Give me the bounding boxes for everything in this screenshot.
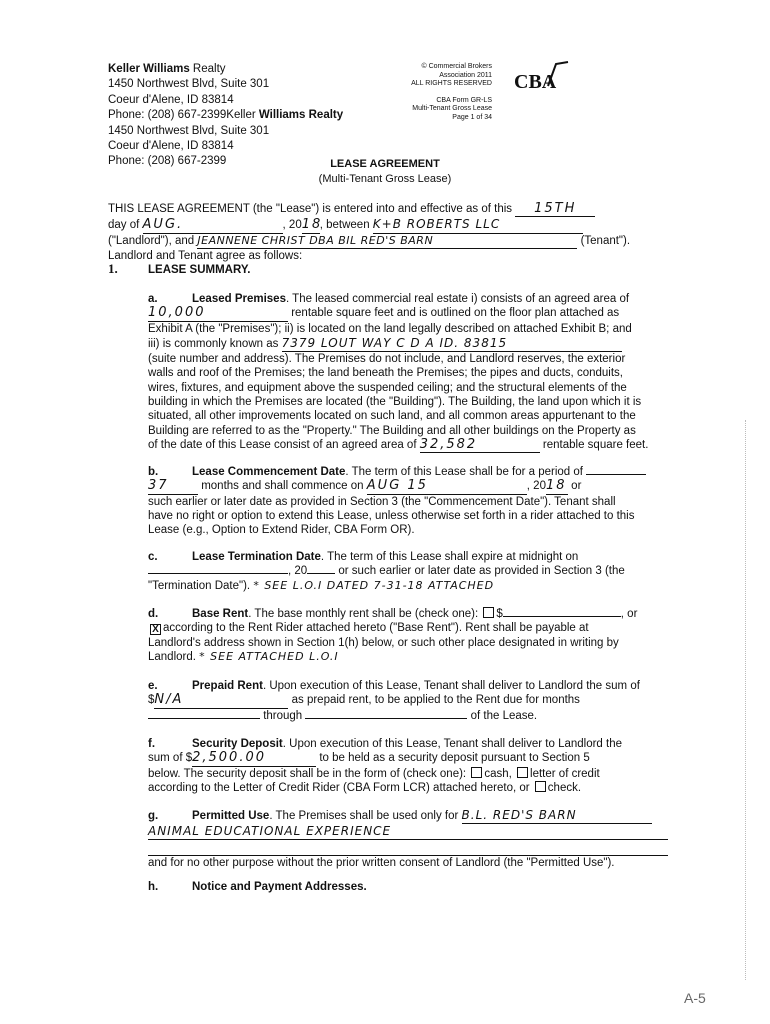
form-number: CBA Form GR-LS [436,96,492,104]
section-h: h. Notice and Payment Addresses. [148,881,367,893]
termination-date-field[interactable] [148,573,288,574]
page-label: A-5 [684,990,706,1006]
title-sub: (Multi-Tenant Gross Lease) [318,173,452,185]
section-d: d. Base Rent. The base monthly rent shall be (check one): $ , or X according to the Rent Rider attached hereto ("Base Rent"). Rent shall be payable at Landlord's address shown in Section 1(h) below, or such other place designated in writing by Landlord. * SEE ATTACHED L.O.I [148,608,638,663]
section-g: g. Permitted Use. The Premises shall be used only for B.L. RED'S BARN ANIMAL EDUCATIONAL EXPERIENCE and for no other purpose without the prior written consent of Landlord (the "Permitted Use"). [148,808,668,871]
building-area[interactable]: 32,582 [419,436,478,452]
realty-name: Keller Williams Realty [108,63,226,75]
scan-edge [745,420,748,980]
section-b: b. Lease Commencement Date. The term of this Lease shall be for a period of 37 months and shall commence on AUG 15 , 2018 or such earlier or later date as provided in Section 3 (the "Commencement Date"). Tenant shall have no right or option to extend this Lease, unless otherwise set forth in a rider attached to this Lease (e.g., Option to Extend Rider, CBA Form OR). [148,465,668,537]
security-deposit-amount[interactable]: 2,500.00 [192,750,266,766]
cash-checkbox[interactable] [471,767,482,778]
lease-term-months[interactable]: 37 [148,478,169,494]
title-main: LEASE AGREEMENT [330,158,440,170]
intro-text: THIS LEASE AGREEMENT (the "Lease") is entered into and effective as of this [108,203,513,215]
commencement-date[interactable]: AUG 15 [366,478,428,494]
tenant-name[interactable]: JEANNENE CHRIST DBA BIL RED'S BARN [197,233,434,247]
rent-rider-checkbox[interactable]: X [150,624,161,635]
permitted-use-1[interactable]: B.L. RED'S BARN [461,808,577,822]
copyright-line: Association 2011 [439,71,492,79]
effective-month[interactable]: AUG. [142,217,184,233]
intro-text: ("Landlord"), and [108,234,195,247]
permitted-use-line-3[interactable] [148,840,668,856]
landlord-name[interactable]: K+B ROBERTS LLC [372,217,501,232]
effective-day[interactable]: 15TH [534,201,577,216]
broker-header [108,62,343,170]
address-1: 1450 Northwest Blvd, Suite 301 [108,78,270,91]
section-1-heading: 1. LEASE SUMMARY. [108,261,251,276]
termination-note: * SEE L.O.I DATED 7-31-18 ATTACHED [253,578,495,592]
cba-logo [510,60,570,96]
city-2: Coeur d'Alene, ID 83814 [108,140,234,153]
prepaid-through-field[interactable] [305,718,467,719]
form-page: Page 1 of 34 [452,113,492,121]
intro-text: day of [108,219,140,232]
fixed-rent-checkbox[interactable] [483,607,494,618]
address-2: 1450 Northwest Blvd, Suite 301 [108,124,270,137]
termination-year-field[interactable] [307,573,335,574]
intro-text: Landlord and Tenant agree as follows: [108,249,303,262]
intro-paragraph [108,202,668,263]
copyright-block [402,63,492,122]
effective-year[interactable]: 18 [301,217,323,233]
intro-text: (Tenant"). [580,234,631,247]
leased-area[interactable]: 10,000 [148,305,206,321]
phone-1: Phone: (208) 667-2399Keller Williams Realty [108,109,344,122]
section-a: a. Leased Premises. The leased commercial real estate i) consists of an agreed area of 10,000 rentable square feet and is outlined on the floor plan attached as Exhibit A (the "Premises"); ii) is located on the land legally described on attached Exhibit B; and iii) is commonly known as 7379 LOUT WAY C D A ID. 83815 (suite number and address). The Premises do not include, and Landlord reserves, the exterior walls and roof of the Premises; the land beneath the Premises; the pipes and ducts, conduits, wires, fixtures, and equipment above the suspended ceiling; and the structural elements of the building in which the Premises are located (the "Building"). The Building, the land upon which it is situated, all other improvements located on such land, and all common areas appurtenant to the Building are referred to as the "Property." The Building and all other buildings on the Property as of the date of this Lease consist of an agreed area of 32,582 rentable square feet. [148,293,649,452]
form-name: Multi-Tenant Gross Lease [412,105,492,112]
prepaid-rent-amount[interactable]: N/A [154,692,184,708]
permitted-use-2[interactable]: ANIMAL EDUCATIONAL EXPERIENCE [148,824,392,839]
fixed-rent-field[interactable] [503,616,621,617]
commencement-year[interactable]: 18 [545,478,567,494]
prepaid-from-field[interactable] [148,718,260,719]
check-checkbox[interactable] [535,781,546,792]
svg-text:CBA: CBA [514,71,557,93]
rent-note: * SEE ATTACHED L.O.I [199,649,339,663]
intro-text: , 20 [282,219,302,232]
section-c: c. Lease Termination Date. The term of this Lease shall expire at midnight on , 20 or such earlier or later date as provided in Section 3 (the "Termination Date"). * SEE L.O.I DATED 7-31-18 ATTACHED [148,551,625,592]
page-title [0,157,770,187]
phone-2: Phone: (208) 667-2399 [108,155,227,168]
premises-address[interactable]: 7379 LOUT WAY C D A ID. 83815 [281,335,508,350]
intro-text: , between [319,219,370,232]
section-e: e. Prepaid Rent. Upon execution of this Lease, Tenant shall deliver to Landlord the sum of $N/A as prepaid rent, to be applied to the Rent due for months through of the Lease. [148,680,640,722]
copyright-line: ALL RIGHTS RESERVED [411,80,492,87]
city-1: Coeur d'Alene, ID 83814 [108,93,234,106]
section-f: f. Security Deposit. Upon execution of this Lease, Tenant shall deliver to Landlord the sum of $2,500.00 to be held as a security deposit pursuant to Section 5 below. The security deposit shall be in the form of (check one): cash, letter of credit according to the Letter of Credit Rider (CBA Form LCR) attached hereto, or check. [148,738,623,794]
letter-of-credit-checkbox[interactable] [517,767,528,778]
copyright-line: © Commercial Brokers [421,63,492,70]
